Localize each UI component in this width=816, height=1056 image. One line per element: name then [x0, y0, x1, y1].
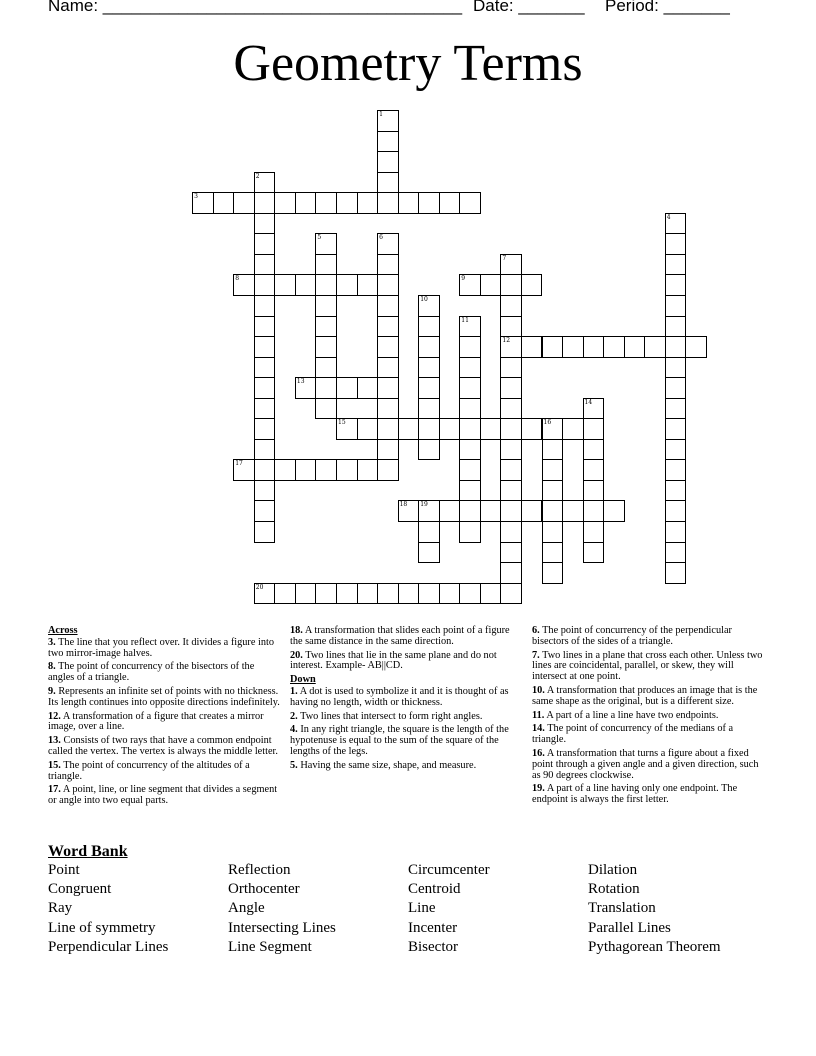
clue-number: 15 — [338, 419, 346, 427]
clue-across-20: 20. Two lines that lie in the same plane and do not interest. Example- AB||CD. — [290, 649, 497, 672]
clue-number: 18 — [399, 501, 408, 509]
crossword-cell[interactable] — [665, 254, 687, 276]
crossword-cell[interactable] — [377, 357, 399, 379]
crossword-cell[interactable] — [315, 274, 337, 296]
crossword-cell[interactable] — [295, 583, 317, 605]
word-bank-item: Ray — [48, 900, 73, 917]
crossword-cell[interactable] — [418, 316, 440, 338]
crossword-cell[interactable] — [254, 172, 276, 194]
word-bank-title: Word Bank — [48, 843, 128, 860]
crossword-cell[interactable] — [665, 459, 687, 481]
crossword-cell[interactable] — [315, 459, 337, 481]
crossword-cell[interactable] — [500, 398, 522, 420]
crossword-cell[interactable] — [583, 480, 605, 502]
crossword-cell[interactable] — [336, 377, 358, 399]
crossword-cell[interactable] — [254, 233, 276, 255]
clue-across-13: 13. Consists of two rays that have a common endpoint called the vertex. The vertex is always the middle letter. — [48, 735, 278, 757]
crossword-cell[interactable] — [521, 418, 543, 440]
crossword-cell[interactable] — [439, 500, 461, 522]
clue-number: 17 — [235, 460, 243, 468]
clue-number: 8 — [235, 275, 240, 283]
word-bank-item: Line of symmetry — [48, 919, 156, 936]
crossword-cell[interactable] — [315, 583, 337, 605]
crossword-cell[interactable] — [398, 500, 420, 522]
crossword-cell[interactable] — [418, 542, 440, 564]
crossword-cell[interactable] — [603, 336, 625, 358]
crossword-cell[interactable] — [418, 377, 440, 399]
crossword-cell[interactable] — [500, 295, 522, 317]
crossword-cell[interactable] — [377, 110, 399, 132]
word-bank-item: Angle — [228, 900, 265, 917]
clue-across-3: 3. The line that you reflect over. It divides a figure into two mirror-image halves. — [48, 636, 275, 659]
crossword-cell[interactable] — [254, 439, 276, 461]
word-bank-item: Line Segment — [228, 938, 312, 955]
crossword-cell[interactable] — [500, 480, 522, 502]
crossword-cell[interactable] — [274, 459, 296, 481]
crossword-cell[interactable] — [459, 459, 481, 481]
crossword-cell[interactable] — [418, 192, 440, 214]
crossword-cell[interactable] — [254, 316, 276, 338]
crossword-cell[interactable] — [377, 254, 399, 276]
crossword-cell[interactable] — [377, 316, 399, 338]
clue-across-17: 17. A point, line, or line segment that divides a segment or angle into two equal parts. — [48, 784, 278, 807]
crossword-cell[interactable] — [542, 521, 564, 543]
crossword-cell[interactable] — [315, 398, 337, 420]
crossword-cell[interactable] — [233, 192, 255, 214]
crossword-cell[interactable] — [315, 377, 337, 399]
word-bank-item: Rotation — [588, 881, 640, 898]
crossword-cell[interactable] — [459, 439, 481, 461]
clue-across-15: 15. The point of concurrency of the altitudes of a triangle. — [48, 759, 250, 782]
crossword-cell[interactable] — [480, 583, 502, 605]
crossword-cell[interactable] — [254, 480, 276, 502]
crossword-cell[interactable] — [398, 418, 420, 440]
crossword-cell[interactable] — [398, 192, 420, 214]
mixed-clues — [290, 626, 522, 775]
crossword-cell[interactable] — [254, 418, 276, 440]
crossword-cell[interactable] — [336, 274, 358, 296]
crossword-cell[interactable] — [295, 459, 317, 481]
crossword-cell[interactable] — [377, 398, 399, 420]
clue-down-1: 1. A dot is used to symbolize it and it is thought of as having no length, width or thickness. — [290, 685, 509, 708]
crossword-cell[interactable] — [500, 439, 522, 461]
crossword-cell[interactable] — [542, 562, 564, 584]
crossword-cell[interactable] — [665, 357, 687, 379]
down-clues — [532, 626, 766, 809]
word-bank-item: Centroid — [408, 881, 461, 898]
crossword-cell[interactable] — [459, 274, 481, 296]
word-bank-item: Line — [408, 900, 436, 917]
crossword-cell[interactable] — [665, 213, 687, 235]
crossword-cell[interactable] — [542, 336, 564, 358]
word-bank-item: Bisector — [408, 938, 458, 955]
crossword-cell[interactable] — [336, 583, 358, 605]
crossword-cell[interactable] — [500, 562, 522, 584]
crossword-cell[interactable] — [315, 295, 337, 317]
crossword-cell[interactable] — [562, 500, 584, 522]
clue-across-12: 12. A transformation of a figure that creates a mirror image, over a line. — [48, 710, 264, 733]
crossword-cell[interactable] — [500, 357, 522, 379]
crossword-cell[interactable] — [500, 316, 522, 338]
crossword-cell[interactable] — [357, 418, 379, 440]
word-bank-item: Incenter — [408, 919, 458, 936]
crossword-cell[interactable] — [274, 192, 296, 214]
crossword-cell[interactable] — [665, 377, 687, 399]
crossword-cell[interactable] — [665, 521, 687, 543]
crossword-cell[interactable] — [459, 192, 481, 214]
crossword-cell[interactable] — [233, 274, 255, 296]
clue-down-7: 7. Two lines in a plane that cross each other. Unless two lines are coincidental, parallel, or skew, they will intersect at one point. — [532, 649, 763, 683]
crossword-cell[interactable] — [542, 459, 564, 481]
crossword-cell[interactable] — [583, 439, 605, 461]
crossword-cell[interactable] — [315, 192, 337, 214]
crossword-cell[interactable] — [254, 192, 276, 214]
clue-number: 1 — [379, 111, 383, 118]
clue-down-14: 14. The point of concurrency of the medians of a triangle. — [532, 723, 734, 746]
word-bank-item: Intersecting Lines — [228, 919, 336, 936]
clue-number: 16 — [543, 419, 552, 427]
crossword-cell[interactable] — [562, 418, 584, 440]
crossword-cell[interactable] — [459, 377, 481, 399]
crossword-cell[interactable] — [665, 398, 687, 420]
crossword-cell[interactable] — [644, 336, 666, 358]
crossword-cell[interactable] — [439, 583, 461, 605]
clue-number: 2 — [255, 172, 260, 180]
crossword-cell[interactable] — [665, 336, 687, 358]
word-bank-item: Pythagorean Theorem — [588, 938, 721, 955]
crossword-cell[interactable] — [295, 274, 317, 296]
across-clues — [48, 626, 280, 810]
crossword-cell[interactable] — [665, 562, 687, 584]
crossword-cell[interactable] — [500, 336, 522, 358]
crossword-cell[interactable] — [254, 377, 276, 399]
clue-number: 12 — [502, 337, 511, 345]
word-bank-item: Perpendicular Lines — [48, 938, 169, 955]
crossword-cell[interactable] — [398, 583, 420, 605]
crossword-cell[interactable] — [254, 274, 276, 296]
crossword-cell[interactable] — [685, 336, 707, 358]
crossword-cell[interactable] — [418, 583, 440, 605]
crossword-cell[interactable] — [418, 295, 440, 317]
crossword-cell[interactable] — [542, 542, 564, 564]
crossword-cell[interactable] — [542, 439, 564, 461]
crossword-cell[interactable] — [377, 439, 399, 461]
word-bank-item: Congruent — [48, 881, 112, 898]
crossword-cell[interactable] — [542, 418, 564, 440]
crossword-cell[interactable] — [583, 459, 605, 481]
crossword-cell[interactable] — [274, 274, 296, 296]
clue-down-6: 6. The point of concurrency of the perpendicular bisectors of the sides of a triangle. — [532, 625, 732, 647]
word-bank-item: Point — [48, 862, 80, 878]
crossword-cell[interactable] — [315, 336, 337, 358]
crossword-cell[interactable] — [336, 192, 358, 214]
crossword-cell[interactable] — [254, 254, 276, 276]
crossword-cell[interactable] — [500, 459, 522, 481]
crossword-cell[interactable] — [315, 316, 337, 338]
crossword-cell[interactable] — [500, 418, 522, 440]
crossword-cell[interactable] — [254, 213, 276, 235]
crossword-cell[interactable] — [254, 357, 276, 379]
crossword-cell[interactable] — [274, 583, 296, 605]
crossword-cell[interactable] — [377, 459, 399, 481]
crossword-cell[interactable] — [459, 336, 481, 358]
crossword-cell[interactable] — [254, 521, 276, 543]
crossword-cell[interactable] — [254, 583, 276, 605]
clue-down-2: 2. Two lines that intersect to form right angles. — [290, 710, 483, 722]
crossword-cell[interactable] — [459, 500, 481, 522]
crossword-cell[interactable] — [213, 192, 235, 214]
crossword-cell[interactable] — [418, 500, 440, 522]
crossword-cell[interactable] — [480, 274, 502, 296]
crossword-cell[interactable] — [439, 418, 461, 440]
crossword-cell[interactable] — [418, 336, 440, 358]
crossword-cell[interactable] — [521, 274, 543, 296]
crossword-cell[interactable] — [357, 583, 379, 605]
crossword-cell[interactable] — [562, 336, 584, 358]
across-heading: Across — [48, 625, 78, 636]
clue-across-9: 9. Represents an infinite set of points with no thickness. Its length continues into opposite directions indefinitely. — [48, 685, 280, 708]
clue-down-11: 11. A part of a line a line have two endpoints. — [532, 709, 719, 721]
crossword-cell[interactable] — [500, 274, 522, 296]
crossword-cell[interactable] — [665, 500, 687, 522]
student-info-header — [48, 0, 768, 20]
crossword-cell[interactable] — [418, 439, 440, 461]
crossword-cell[interactable] — [665, 480, 687, 502]
crossword-cell[interactable] — [603, 500, 625, 522]
date-field[interactable]: Date: _______ — [473, 0, 585, 15]
crossword-cell[interactable] — [459, 521, 481, 543]
word-bank-item: Orthocenter — [228, 881, 300, 898]
clue-down-19: 19. A part of a line having only one endpoint. The endpoint is always the first letter. — [532, 783, 738, 806]
crossword-cell[interactable] — [254, 459, 276, 481]
crossword-cell[interactable] — [583, 418, 605, 440]
crossword-cell[interactable] — [665, 418, 687, 440]
clue-number: 11 — [461, 316, 469, 324]
word-bank — [48, 862, 768, 958]
clue-number: 20 — [255, 583, 264, 591]
crossword-cell[interactable] — [665, 542, 687, 564]
clue-down-16: 16. A transformation that turns a figure about a fixed point through a given angle and a given direction, such as 90 degrees clockwise. — [532, 747, 759, 781]
clue-number: 6 — [379, 234, 383, 242]
crossword-cell[interactable] — [357, 459, 379, 481]
crossword-cell[interactable] — [377, 583, 399, 605]
crossword-cell[interactable] — [459, 316, 481, 338]
crossword-cell[interactable] — [583, 398, 605, 420]
clue-number: 5 — [317, 234, 322, 242]
crossword-cell[interactable] — [295, 377, 317, 399]
crossword-cell[interactable] — [357, 274, 379, 296]
crossword-cell[interactable] — [377, 151, 399, 173]
crossword-cell[interactable] — [439, 192, 461, 214]
crossword-cell[interactable] — [665, 233, 687, 255]
crossword-cell[interactable] — [377, 131, 399, 153]
crossword-cell[interactable] — [521, 500, 543, 522]
crossword-cell[interactable] — [377, 418, 399, 440]
crossword-cell[interactable] — [377, 233, 399, 255]
crossword-cell[interactable] — [315, 254, 337, 276]
crossword-cell[interactable] — [542, 500, 564, 522]
clue-down-4: 4. In any right triangle, the square is the length of the hypotenuse is equal to the sum of the square of the lengths of the legs. — [290, 724, 509, 757]
crossword-cell[interactable] — [583, 542, 605, 564]
word-bank-item: Circumcenter — [408, 862, 490, 878]
word-bank-item: Reflection — [228, 862, 291, 878]
period-field[interactable]: Period: _______ — [605, 0, 730, 15]
crossword-cell[interactable] — [418, 357, 440, 379]
crossword-cell[interactable] — [521, 336, 543, 358]
crossword-cell[interactable] — [254, 398, 276, 420]
down-heading: Down — [290, 674, 316, 686]
crossword-cell[interactable] — [542, 480, 564, 502]
clue-number: 3 — [194, 193, 198, 201]
clue-number: 10 — [420, 296, 428, 303]
crossword-cell[interactable] — [336, 418, 358, 440]
clue-across-18: 18. A transformation that slides each point of a figure the same distance in the same direction. — [290, 625, 510, 647]
crossword-cell[interactable] — [418, 418, 440, 440]
crossword-cell[interactable] — [254, 336, 276, 358]
crossword-cell[interactable] — [500, 254, 522, 276]
crossword-cell[interactable] — [357, 377, 379, 399]
clue-across-8: 8. The point of concurrency of the bisectors of the angles of a triangle. — [48, 661, 255, 684]
crossword-cell[interactable] — [459, 480, 481, 502]
crossword-cell[interactable] — [500, 377, 522, 399]
clue-number: 13 — [296, 378, 305, 386]
crossword-cell[interactable] — [665, 295, 687, 317]
crossword-cell[interactable] — [377, 377, 399, 399]
crossword-cell[interactable] — [377, 172, 399, 194]
crossword-cell[interactable] — [459, 583, 481, 605]
crossword-cell[interactable] — [459, 398, 481, 420]
crossword-cell[interactable] — [500, 521, 522, 543]
crossword-cell[interactable] — [254, 500, 276, 522]
crossword-cell[interactable] — [500, 583, 522, 605]
clue-number: 9 — [461, 275, 466, 283]
crossword-cell[interactable] — [583, 500, 605, 522]
crossword-cell[interactable] — [377, 295, 399, 317]
clue-number: 19 — [420, 501, 428, 509]
clue-number: 4 — [666, 213, 671, 221]
clue-number: 14 — [584, 398, 593, 406]
crossword-cell[interactable] — [665, 274, 687, 296]
clue-number: 7 — [502, 254, 507, 262]
crossword-cell[interactable] — [315, 357, 337, 379]
crossword-cell[interactable] — [624, 336, 646, 358]
crossword-cell[interactable] — [583, 521, 605, 543]
crossword-cell[interactable] — [233, 459, 255, 481]
crossword-cell[interactable] — [357, 192, 379, 214]
crossword-cell[interactable] — [459, 418, 481, 440]
word-bank-item: Parallel Lines — [588, 919, 671, 936]
crossword-cell[interactable] — [377, 274, 399, 296]
crossword-cell[interactable] — [583, 336, 605, 358]
word-bank-item: Translation — [588, 900, 656, 917]
page-title: Geometry Terms — [233, 35, 583, 92]
crossword-cell[interactable] — [480, 500, 502, 522]
crossword-cell[interactable] — [192, 192, 214, 214]
clue-down-10: 10. A transformation that produces an image that is the same shape as the original, but is a different size. — [532, 684, 758, 707]
word-bank-item: Dilation — [588, 862, 638, 878]
crossword-cell[interactable] — [480, 418, 502, 440]
crossword-cell[interactable] — [459, 357, 481, 379]
crossword-cell[interactable] — [315, 233, 337, 255]
crossword-cell[interactable] — [665, 439, 687, 461]
crossword-cell[interactable] — [418, 398, 440, 420]
name-field[interactable]: Name: ______________________________________ — [48, 0, 463, 15]
crossword-cell[interactable] — [377, 192, 399, 214]
crossword-cell[interactable] — [295, 192, 317, 214]
crossword-cell[interactable] — [377, 336, 399, 358]
crossword-cell[interactable] — [254, 295, 276, 317]
clue-down-5: 5. Having the same size, shape, and measure. — [290, 759, 477, 771]
crossword-cell[interactable] — [336, 459, 358, 481]
crossword-cell[interactable] — [500, 542, 522, 564]
crossword-cell[interactable] — [665, 316, 687, 338]
crossword-cell[interactable] — [500, 500, 522, 522]
crossword-cell[interactable] — [418, 521, 440, 543]
